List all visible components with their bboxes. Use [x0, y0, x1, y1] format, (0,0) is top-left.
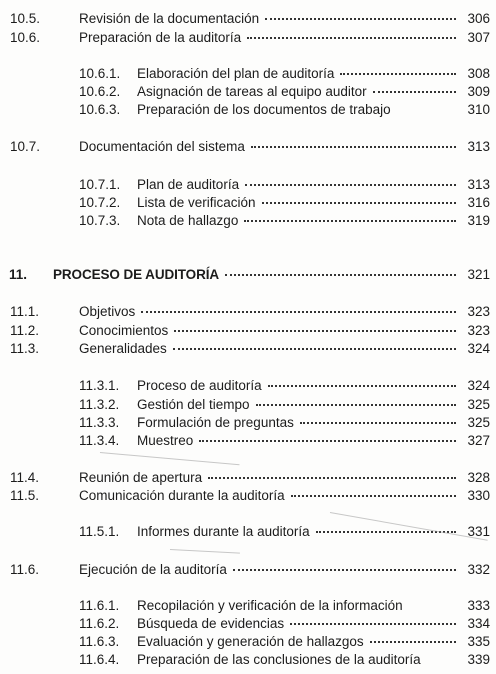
toc-entry-11-1 [10, 303, 490, 320]
toc-entry-11-6-2 [79, 615, 490, 632]
entry-number: 10.5. [10, 11, 41, 26]
entry-page: 334 [467, 616, 490, 631]
toc-entry-10-5 [10, 10, 490, 27]
toc-entry-11-3-1 [79, 377, 490, 394]
toc-entry-11-5 [10, 487, 490, 504]
entry-number: 11.6.4. [79, 652, 120, 667]
entry-number: 10.7.1. [79, 177, 121, 192]
entry-page: 313 [467, 139, 490, 154]
dot-leader [290, 623, 456, 625]
entry-number: 11.6.3. [79, 634, 120, 649]
toc-entry-10-7-1 [79, 176, 490, 193]
toc-entry-11-3-2 [79, 396, 490, 413]
entry-number: 11.1. [10, 304, 40, 319]
entry-page: 328 [467, 470, 490, 485]
entry-page: 306 [467, 11, 490, 26]
toc-entry-11-6 [10, 561, 490, 578]
entry-page: 324 [467, 341, 490, 356]
dot-leader [245, 184, 456, 186]
entry-number: 10.6.2. [79, 84, 121, 99]
entry-title: Conocimientos [79, 323, 169, 338]
entry-page: 335 [467, 634, 490, 649]
toc-entry-11-3 [10, 340, 490, 357]
scan-streak [170, 549, 240, 554]
entry-title: Ejecución de la auditoría [79, 562, 227, 577]
toc-entry-11-2 [10, 322, 490, 339]
entry-title: Lista de verificación [137, 195, 256, 210]
entry-page: 308 [467, 66, 490, 81]
entry-title: Objetivos [79, 304, 136, 319]
entry-number: 11.6.1. [79, 598, 120, 613]
entry-page: 339 [467, 652, 490, 667]
chapter-page: 321 [467, 267, 490, 282]
entry-title: Recopilación y verificación de la información [137, 598, 403, 613]
entry-title: Muestreo [137, 433, 194, 448]
entry-title: Búsqueda de evidencias [137, 616, 285, 631]
entry-page: 331 [467, 524, 490, 539]
toc-entry-10-6-2 [79, 83, 490, 100]
dot-leader [373, 91, 456, 93]
entry-page: 319 [467, 213, 490, 228]
entry-number: 11.3.2. [79, 397, 120, 412]
dot-leader [340, 73, 456, 75]
entry-page: 310 [467, 102, 490, 117]
entry-page: 309 [467, 84, 490, 99]
dot-leader [141, 311, 456, 313]
toc-entry-10-7-2 [79, 194, 490, 211]
entry-number: 11.5. [10, 488, 40, 503]
dot-leader [251, 146, 456, 148]
dot-leader [233, 569, 456, 571]
chapter-number: 11. [9, 267, 28, 282]
dot-leader [256, 404, 456, 406]
entry-number: 10.7. [10, 139, 41, 154]
toc-chapter-11 [9, 266, 490, 283]
entry-title: Reunión de apertura [79, 470, 203, 485]
chapter-title: PROCESO DE AUDITORÍA [53, 267, 220, 282]
toc-entry-11-6-4 [79, 651, 490, 668]
entry-title: Generalidades [79, 341, 167, 356]
entry-page: 332 [467, 562, 490, 577]
entry-number: 11.3.3. [79, 415, 120, 430]
toc-entry-10-7 [10, 138, 490, 155]
dot-leader [300, 422, 456, 424]
toc-entry-11-4 [10, 469, 490, 486]
dot-leader [370, 641, 456, 643]
entry-page: 323 [467, 304, 490, 319]
entry-title: Formulación de preguntas [137, 415, 294, 430]
toc-entry-10-6 [10, 29, 490, 46]
entry-title: Revisión de la documentación [79, 11, 260, 26]
entry-page: 325 [467, 397, 490, 412]
toc-entry-10-6-1 [79, 65, 490, 82]
entry-title: Gestión del tiempo [137, 397, 250, 412]
entry-number: 11.3. [10, 341, 40, 356]
entry-number: 11.5.1. [79, 524, 120, 539]
toc-entry-10-7-3 [79, 212, 490, 229]
entry-number: 11.4. [10, 470, 40, 485]
entry-page: 313 [467, 177, 490, 192]
entry-title: Preparación de los documentos de trabajo [137, 102, 391, 117]
entry-title: Preparación de las conclusiones de la auditoría [137, 652, 421, 667]
entry-number: 11.2. [10, 323, 40, 338]
dot-leader [208, 477, 456, 479]
entry-title: Asignación de tareas al equipo auditor [137, 84, 367, 99]
dot-leader [173, 348, 456, 350]
entry-page: 316 [467, 195, 490, 210]
scan-streak [100, 452, 240, 465]
dot-leader [265, 18, 456, 20]
toc-entry-11-3-4 [79, 432, 490, 449]
entry-page: 330 [467, 488, 490, 503]
toc-entry-11-3-3 [79, 414, 490, 431]
dot-leader [247, 37, 456, 39]
dot-leader [199, 440, 456, 442]
dot-leader [262, 202, 456, 204]
entry-number: 10.7.3. [79, 213, 121, 228]
dot-leader [174, 330, 456, 332]
entry-number: 10.6.1. [79, 66, 121, 81]
entry-number: 11.6. [10, 562, 40, 577]
entry-title: Preparación de la auditoría [79, 30, 242, 45]
entry-title: Comunicación durante la auditoría [79, 488, 285, 503]
entry-title: Elaboración del plan de auditoría [137, 66, 335, 81]
entry-page: 327 [467, 433, 490, 448]
entry-page: 323 [467, 323, 490, 338]
entry-page: 333 [467, 598, 490, 613]
entry-number: 10.6.3. [79, 102, 121, 117]
entry-number: 11.3.1. [79, 378, 120, 393]
dot-leader [268, 385, 456, 387]
entry-page: 325 [467, 415, 490, 430]
toc-entry-11-6-3 [79, 633, 490, 650]
entry-title: Evaluación y generación de hallazgos [137, 634, 364, 649]
entry-number: 11.6.2. [79, 616, 120, 631]
entry-page: 307 [467, 30, 490, 45]
entry-title: Plan de auditoría [137, 177, 240, 192]
toc-entry-11-5-1 [79, 523, 490, 540]
entry-number: 11.3.4. [79, 433, 120, 448]
dot-leader [291, 495, 456, 497]
entry-number: 10.7.2. [79, 195, 121, 210]
entry-number: 10.6. [10, 30, 41, 45]
entry-title: Nota de hallazgo [137, 213, 239, 228]
dot-leader [244, 220, 456, 222]
toc-entry-10-6-3 [79, 101, 490, 118]
toc-entry-11-6-1 [79, 597, 490, 614]
entry-page: 324 [467, 378, 490, 393]
entry-title: Proceso de auditoría [137, 378, 262, 393]
dot-leader [225, 274, 456, 276]
entry-title: Documentación del sistema [79, 139, 245, 154]
entry-title: Informes durante la auditoría [137, 524, 310, 539]
